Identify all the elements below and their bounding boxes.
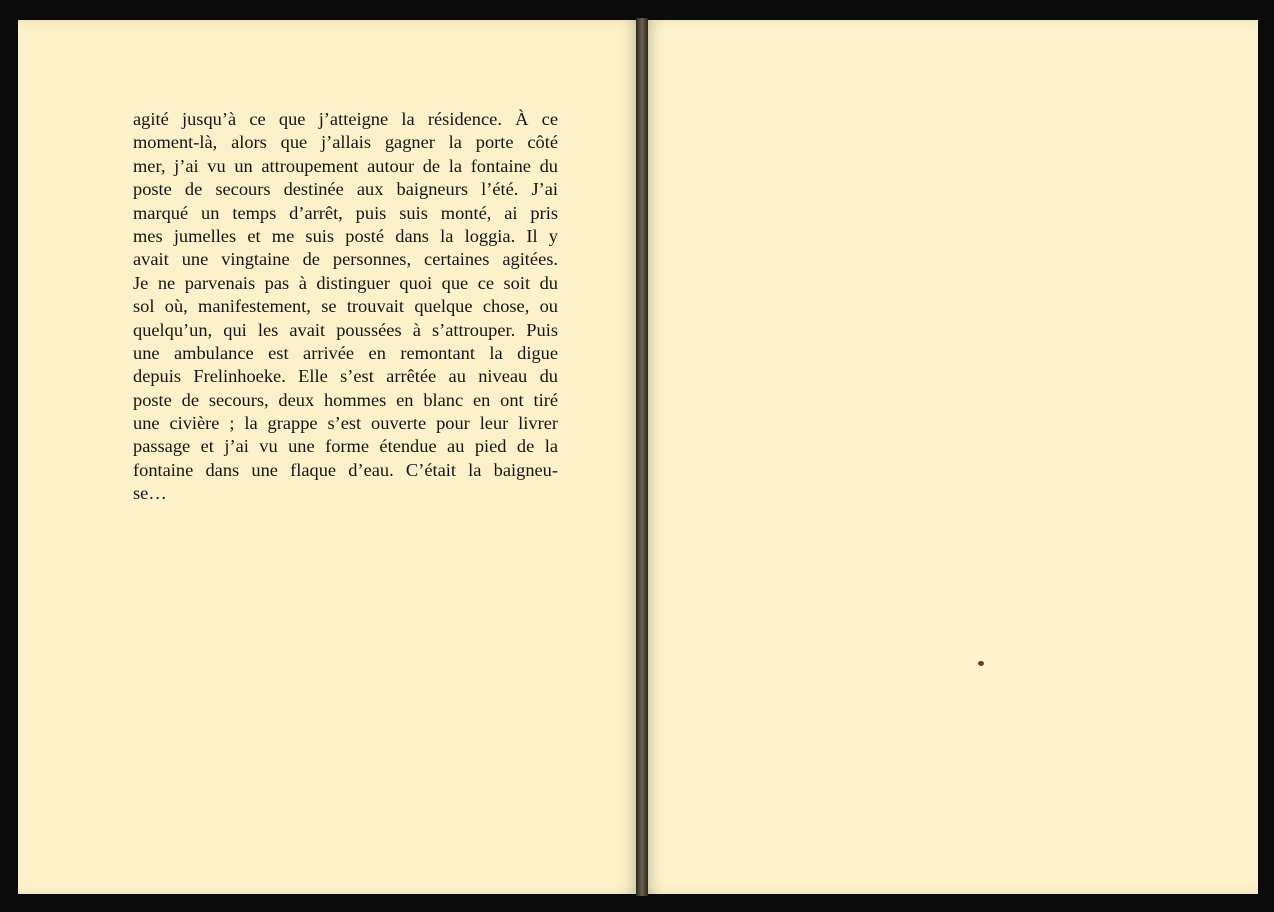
- left-page: [18, 20, 642, 894]
- text-line: quelqu’un, qui les avait poussées à s’attrouper. Puis: [133, 319, 558, 340]
- text-line: moment-là, alors que j’allais gagner la porte côté: [133, 132, 558, 153]
- text-line: mer, j’ai vu un attroupement autour de la fontaine du: [133, 155, 558, 176]
- text-line: Je ne parvenais pas à distinguer quoi que ce soit du: [133, 272, 558, 293]
- text-line: marqué un temps d’arrêt, puis suis monté, ai pris: [133, 202, 558, 223]
- body-text: [133, 108, 558, 506]
- text-line: une civière ; la grappe s’est ouverte pour leur livrer: [133, 413, 558, 434]
- text-line: poste de secours destinée aux baigneurs l’été. J’ai: [133, 179, 558, 200]
- text-line: fontaine dans une flaque d’eau. C’était la baigneu-: [133, 459, 558, 480]
- text-line: une ambulance est arrivée en remontant la digue: [133, 342, 558, 363]
- text-line: mes jumelles et me suis posté dans la loggia. Il y: [133, 225, 558, 246]
- paper-speck: [978, 661, 984, 666]
- text-line: poste de secours, deux hommes en blanc en ont tiré: [133, 389, 558, 410]
- right-page: [642, 20, 1258, 894]
- text-line-last: se…: [133, 483, 167, 504]
- text-line: sol où, manifestement, se trouvait quelque chose, ou: [133, 296, 558, 317]
- text-line: avait une vingtaine de personnes, certaines agitées.: [133, 249, 558, 270]
- text-line: passage et j’ai vu une forme étendue au pied de la: [133, 436, 558, 457]
- text-line: agité jusqu’à ce que j’atteigne la résidence. À ce: [133, 109, 558, 129]
- text-line: depuis Frelinhoeke. Elle s’est arrêtée au niveau du: [133, 366, 558, 387]
- book-gutter: [636, 18, 648, 896]
